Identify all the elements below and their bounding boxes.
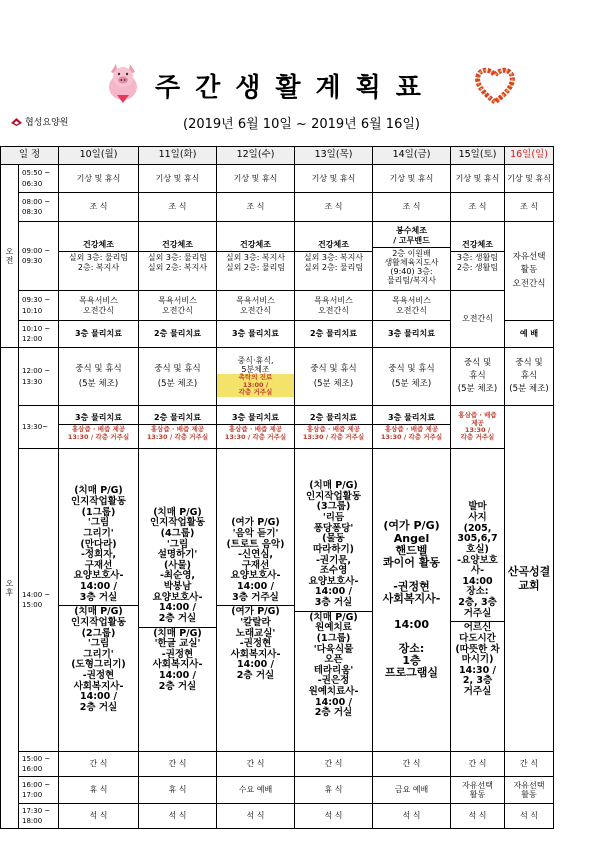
cell-body: 실외 3층: 복지사 실외 2층: 물리팀 (295, 251, 372, 271)
cell: 금요 예배 (373, 777, 451, 804)
cell-heading: 봉수체조 / 고무밴드 (393, 226, 430, 245)
program-block: (치매 P/G) 인지작업활동 (3그룹) '리듬 퐁당퐁당' (물동 따라하기) -권기문, 조수영 요양보호사- 14:00 / 3층 거실 (305, 480, 362, 608)
cell: 석 식 (59, 804, 139, 829)
cell: 자유선택 활동 (451, 777, 505, 804)
cell (451, 222, 505, 291)
org-label: 협성요양원 (25, 118, 69, 128)
cell: 산곡성결 교회 (505, 406, 554, 752)
snack-note: 홍삼즙 · 배즙 제공 13:30 / 각층 거주실 (217, 424, 294, 441)
cell-heading: 건강체조 (240, 240, 271, 250)
program-block: 어르신 다도시간 (따뜻한 차 마시기) 14:30 / 2, 3층 거주실 (451, 621, 504, 697)
side-pm: 오 후 (1, 348, 19, 829)
cell: 휴 식 (59, 777, 139, 804)
cell-line: 목욕서비스 (236, 296, 275, 306)
row-0900 (1, 222, 554, 291)
snack-note: 홍삼즙 · 배즙 제공 13:30 / 각층 거주실 (373, 424, 450, 441)
program-block: (여가 P/G) '칼랄라 노래교실' -권정현 사회복지사- 14:00 / 2층 거실 (217, 605, 294, 681)
program-block: (치매 P/G) 원예치료 (1그룹) '다육식물 오픈 테라리움' -권은정 원예치료사- 14:00 / 2층 거실 (295, 611, 372, 719)
cell: 휴 식 (139, 777, 217, 804)
cell: 조 식 (295, 193, 373, 222)
col-fri: 14일(금) (373, 147, 451, 165)
row-1200 (1, 348, 554, 406)
row-1330 (1, 406, 554, 449)
row-1600 (1, 777, 554, 804)
cell: 3층 물리치료 (373, 321, 451, 348)
pig-mascot-icon (103, 62, 143, 106)
row-0930 (1, 291, 554, 321)
cell-body: 실외 3층: 물리팀 2층: 복지사 (59, 251, 138, 271)
time-0800: 08:00 ~ 08:30 (19, 193, 59, 222)
cell (373, 449, 451, 752)
cell: 기상 및 휴식 (451, 165, 505, 193)
program-block: (여가 P/G) '음악 듣기' (트로트 음악) -신연심, 구재선 요양보호사- 14:00 / 3층 거주실 (226, 517, 285, 603)
snack-note: 홍삼즙 · 배즙 제공 13:30 / 각층 거주실 (451, 406, 505, 449)
cell: 수요 예배 (217, 777, 295, 804)
cell: 기상 및 휴식 (505, 165, 554, 193)
time-1200: 12:00 ~ 13:30 (19, 348, 59, 406)
row-1400 (1, 449, 554, 752)
cell-line: 오전간식 (318, 305, 349, 315)
cell: 오전간식 (451, 291, 505, 348)
cell (295, 291, 373, 321)
org-logo-icon (10, 117, 23, 127)
col-sun: 16일(일) (505, 147, 554, 165)
col-mon: 10일(월) (59, 147, 139, 165)
cell-line: 오전간식 (396, 305, 427, 315)
cell: 3층 물리치료 (217, 321, 295, 348)
col-wed: 12일(수) (217, 147, 295, 165)
cell: 자유선택 활동 (505, 777, 554, 804)
cell-heading: 건강체조 (462, 240, 493, 250)
cell-line: 오전간식 (240, 305, 271, 315)
time-1600: 16:00 ~ 17:00 (19, 777, 59, 804)
cell (451, 449, 505, 752)
cell-line: 3층 물리치료 (232, 412, 279, 422)
cell: 중식 및 휴식 (5분 체조) (295, 348, 373, 406)
cell (217, 222, 295, 291)
page-title: 주간생활계획표 (155, 73, 436, 103)
cell: 중식 및 휴식 (5분 체조) (451, 348, 505, 406)
cell: 간 식 (451, 752, 505, 777)
row-1730 (1, 804, 554, 829)
cell (139, 291, 217, 321)
cell (295, 222, 373, 291)
cell: 간 식 (59, 752, 139, 777)
cell-line: 오전간식 (83, 305, 114, 315)
time-1330: 13:30~ (19, 406, 59, 449)
cell: 석 식 (451, 804, 505, 829)
program-block: 14:00 장소: 1층 프로그램실 (384, 618, 439, 680)
cell: 중식 및 휴식 (5분 체조) (505, 348, 554, 406)
cell: 조 식 (505, 193, 554, 222)
cell: 석 식 (295, 804, 373, 829)
cell-line: 목욕서비스 (314, 296, 353, 306)
program-block: (치매 P/G) 인지작업활동 (1그룹) '그림 그리기' (만다라) -정희자, 구재선 요양보호사- 14:00 / 3층 거실 (70, 485, 127, 603)
cell-line: 목욕서비스 (79, 296, 118, 306)
cell-line: 중식·휴식, 5분체조 (237, 356, 274, 375)
program-block: (치매 P/G) 인지작업활동 (2그룹) '그림 그리기' (도형그리기) -권정현 사회복지사- 14:00 / 2층 거실 (59, 605, 138, 713)
cell: 중식 및 휴식 (5분 체조) (139, 348, 217, 406)
snack-note: 홍삼즙 · 배즙 제공 13:30 / 각층 거주실 (139, 424, 216, 441)
heart-wreath-icon (474, 64, 516, 106)
cell: 조 식 (217, 193, 295, 222)
cell (217, 449, 295, 752)
cell (59, 291, 139, 321)
cell: 기상 및 휴식 (373, 165, 451, 193)
cell-line: 2층 물리치료 (310, 412, 357, 422)
col-schedule: 일 정 (1, 147, 59, 165)
cell-body: 3층: 생활팀 2층: 생활팀 (451, 251, 504, 271)
cell-heading: 건강체조 (83, 240, 114, 250)
program-block: (치매 P/G) 인지작업활동 (4그룹) '그림 설명하기' (사물) -최순영, 박봉남 요양보호사- 14:00 / 2층 거실 (149, 506, 206, 624)
cell: 석 식 (373, 804, 451, 829)
clinic-highlight: 촉탁의 진료 13:00 / 각층 거주실 (217, 374, 294, 396)
cell (59, 406, 139, 449)
cell: 중식 및 휴식 (5분 체조) (59, 348, 139, 406)
row-0550 (1, 165, 554, 193)
col-sat: 15일(토) (451, 147, 505, 165)
cell: 기상 및 휴식 (59, 165, 139, 193)
cell: 조 식 (139, 193, 217, 222)
cell: 조 식 (373, 193, 451, 222)
cell: 석 식 (217, 804, 295, 829)
time-0900: 09:00 ~ 09:30 (19, 222, 59, 291)
cell (373, 406, 451, 449)
cell: 3층 물리치료 (59, 321, 139, 348)
side-am: 오 전 (1, 165, 19, 348)
cell-body: 실외 3층: 복지사 실외 2층: 물리팀 (217, 251, 294, 271)
cell-body: 실외 3층: 물리팀 실외 2층: 복지사 (139, 251, 216, 271)
cell (295, 406, 373, 449)
time-0930: 09:30 ~ 10:10 (19, 291, 59, 321)
cell (295, 449, 373, 752)
row-0800 (1, 193, 554, 222)
page-header (0, 0, 600, 140)
row-1500 (1, 752, 554, 777)
cell: 2층 물리치료 (139, 321, 217, 348)
cell (217, 348, 295, 406)
org-name (10, 115, 68, 128)
cell (139, 406, 217, 449)
col-tue: 11일(화) (139, 147, 217, 165)
cell-line: 목욕서비스 (158, 296, 197, 306)
cell: 자유선택 활동 오전간식 (505, 222, 554, 321)
cell: 휴 식 (295, 777, 373, 804)
cell (59, 449, 139, 752)
cell: 간 식 (139, 752, 217, 777)
cell: 기상 및 휴식 (139, 165, 217, 193)
cell (373, 222, 451, 291)
cell-line: 3층 물리치료 (388, 412, 435, 422)
cell: 간 식 (505, 752, 554, 777)
cell: 간 식 (373, 752, 451, 777)
program-block: (치매 P/G) '한글 교실' -권정현 사회복지사- 14:00 / 2층 거실 (139, 627, 216, 693)
cell-heading: 건강체조 (162, 240, 193, 250)
program-block: 발마 사지 (205, 305,6,7 호실) -요양보호 사- 14:00 장소: 2층, 3층 거주실 (457, 501, 498, 619)
date-range: (2019년 6월 10일 ~ 2019년 6월 16일) (183, 117, 420, 132)
cell (59, 222, 139, 291)
cell: 조 식 (451, 193, 505, 222)
cell-line: 2층 물리치료 (154, 412, 201, 422)
cell: 기상 및 휴식 (217, 165, 295, 193)
cell: 예 배 (505, 321, 554, 348)
cell (217, 406, 295, 449)
cell-line: 목욕서비스 (392, 296, 431, 306)
cell: 석 식 (139, 804, 217, 829)
cell: 조 식 (59, 193, 139, 222)
snack-note: 홍삼즙 · 배즙 제공 13:30 / 각층 거주실 (295, 424, 372, 441)
cell-line: 3층 물리치료 (75, 412, 122, 422)
time-1500: 15:00 ~ 16:00 (19, 752, 59, 777)
cell (217, 291, 295, 321)
cell: 중식 및 휴식 (5분 체조) (373, 348, 451, 406)
cell-line: 오전간식 (162, 305, 193, 315)
snack-note: 홍삼즙 · 배즙 제공 13:30 / 각층 거주실 (59, 424, 138, 441)
cell-body: 2층 이원배 생활체육지도사 (9:40) 3층: 물리팀/복지사 (373, 247, 450, 286)
time-1730: 17:30 ~ 18:00 (19, 804, 59, 829)
cell: 간 식 (295, 752, 373, 777)
cell: 2층 물리치료 (295, 321, 373, 348)
cell (139, 449, 217, 752)
program-block: (여가 P/G) Angel 핸드벨 콰이어 활동 -권정현 사회복지사- (382, 519, 441, 605)
time-1010: 10:10 ~ 12:00 (19, 321, 59, 348)
cell (139, 222, 217, 291)
col-thu: 13일(목) (295, 147, 373, 165)
header-row (1, 147, 554, 165)
cell (373, 291, 451, 321)
time-1400: 14:00 ~ 15:00 (19, 449, 59, 752)
cell: 석 식 (505, 804, 554, 829)
schedule-table (0, 146, 554, 829)
cell-heading: 건강체조 (318, 240, 349, 250)
time-0550: 05:50 ~ 06:30 (19, 165, 59, 193)
cell: 기상 및 휴식 (295, 165, 373, 193)
cell: 간 식 (217, 752, 295, 777)
